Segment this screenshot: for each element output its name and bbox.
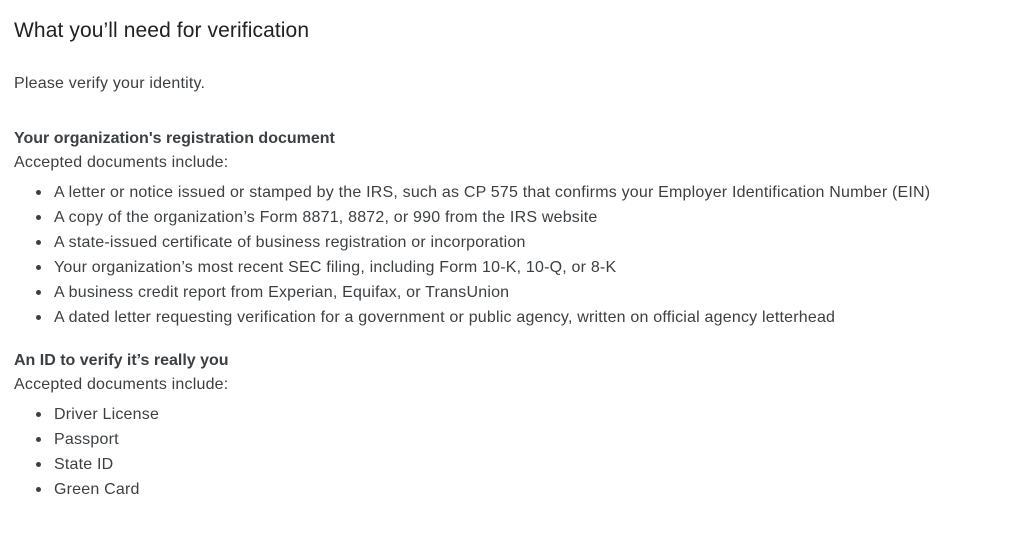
list-item-text: State ID	[54, 456, 114, 473]
bullet-icon	[36, 190, 41, 195]
list-item-text: Driver License	[54, 406, 160, 423]
bullet-icon	[36, 487, 41, 492]
list-item	[14, 180, 1035, 205]
list-item	[14, 280, 1035, 305]
bullet-icon	[36, 290, 41, 295]
list-item	[14, 477, 1035, 502]
list-item-text: A dated letter requesting verification for a government or public agency, written on official agency letterhead	[54, 309, 836, 326]
section-title: An ID to verify it’s really you	[14, 352, 229, 369]
list-item	[14, 205, 1035, 230]
list-item	[14, 452, 1035, 477]
list-item-text: Green Card	[54, 481, 140, 498]
list-item-text: A state-issued certificate of business registration or incorporation	[54, 234, 526, 251]
list-item	[14, 255, 1035, 280]
bullet-icon	[36, 240, 41, 245]
list-item	[14, 427, 1035, 452]
bullet-icon	[36, 215, 41, 220]
intro-text: Please verify your identity.	[14, 75, 206, 92]
bullet-icon	[36, 265, 41, 270]
list-item-text: Passport	[54, 431, 119, 448]
registration-document-section	[14, 127, 1035, 330]
section-subtitle: Accepted documents include:	[14, 154, 229, 171]
list-item	[14, 230, 1035, 255]
list-item	[14, 305, 1035, 330]
id-documents-list	[14, 402, 1035, 502]
list-item-text: Your organization’s most recent SEC filing, including Form 10-K, 10-Q, or 8-K	[54, 259, 617, 276]
bullet-icon	[36, 315, 41, 320]
page-title: What you’ll need for verification	[14, 19, 310, 42]
bullet-icon	[36, 462, 41, 467]
id-verification-section	[14, 349, 1035, 502]
list-item-text: A business credit report from Experian, Equifax, or TransUnion	[54, 284, 510, 301]
section-title: Your organization's registration document	[14, 130, 335, 147]
bullet-icon	[36, 412, 41, 417]
list-item-text: A letter or notice issued or stamped by the IRS, such as CP 575 that confirms your Employer Identification Number (EIN)	[54, 184, 931, 201]
list-item	[14, 402, 1035, 427]
section-subtitle: Accepted documents include:	[14, 376, 229, 393]
registration-documents-list	[14, 180, 1035, 330]
list-item-text: A copy of the organization’s Form 8871, 8872, or 990 from the IRS website	[54, 209, 598, 226]
bullet-icon	[36, 437, 41, 442]
